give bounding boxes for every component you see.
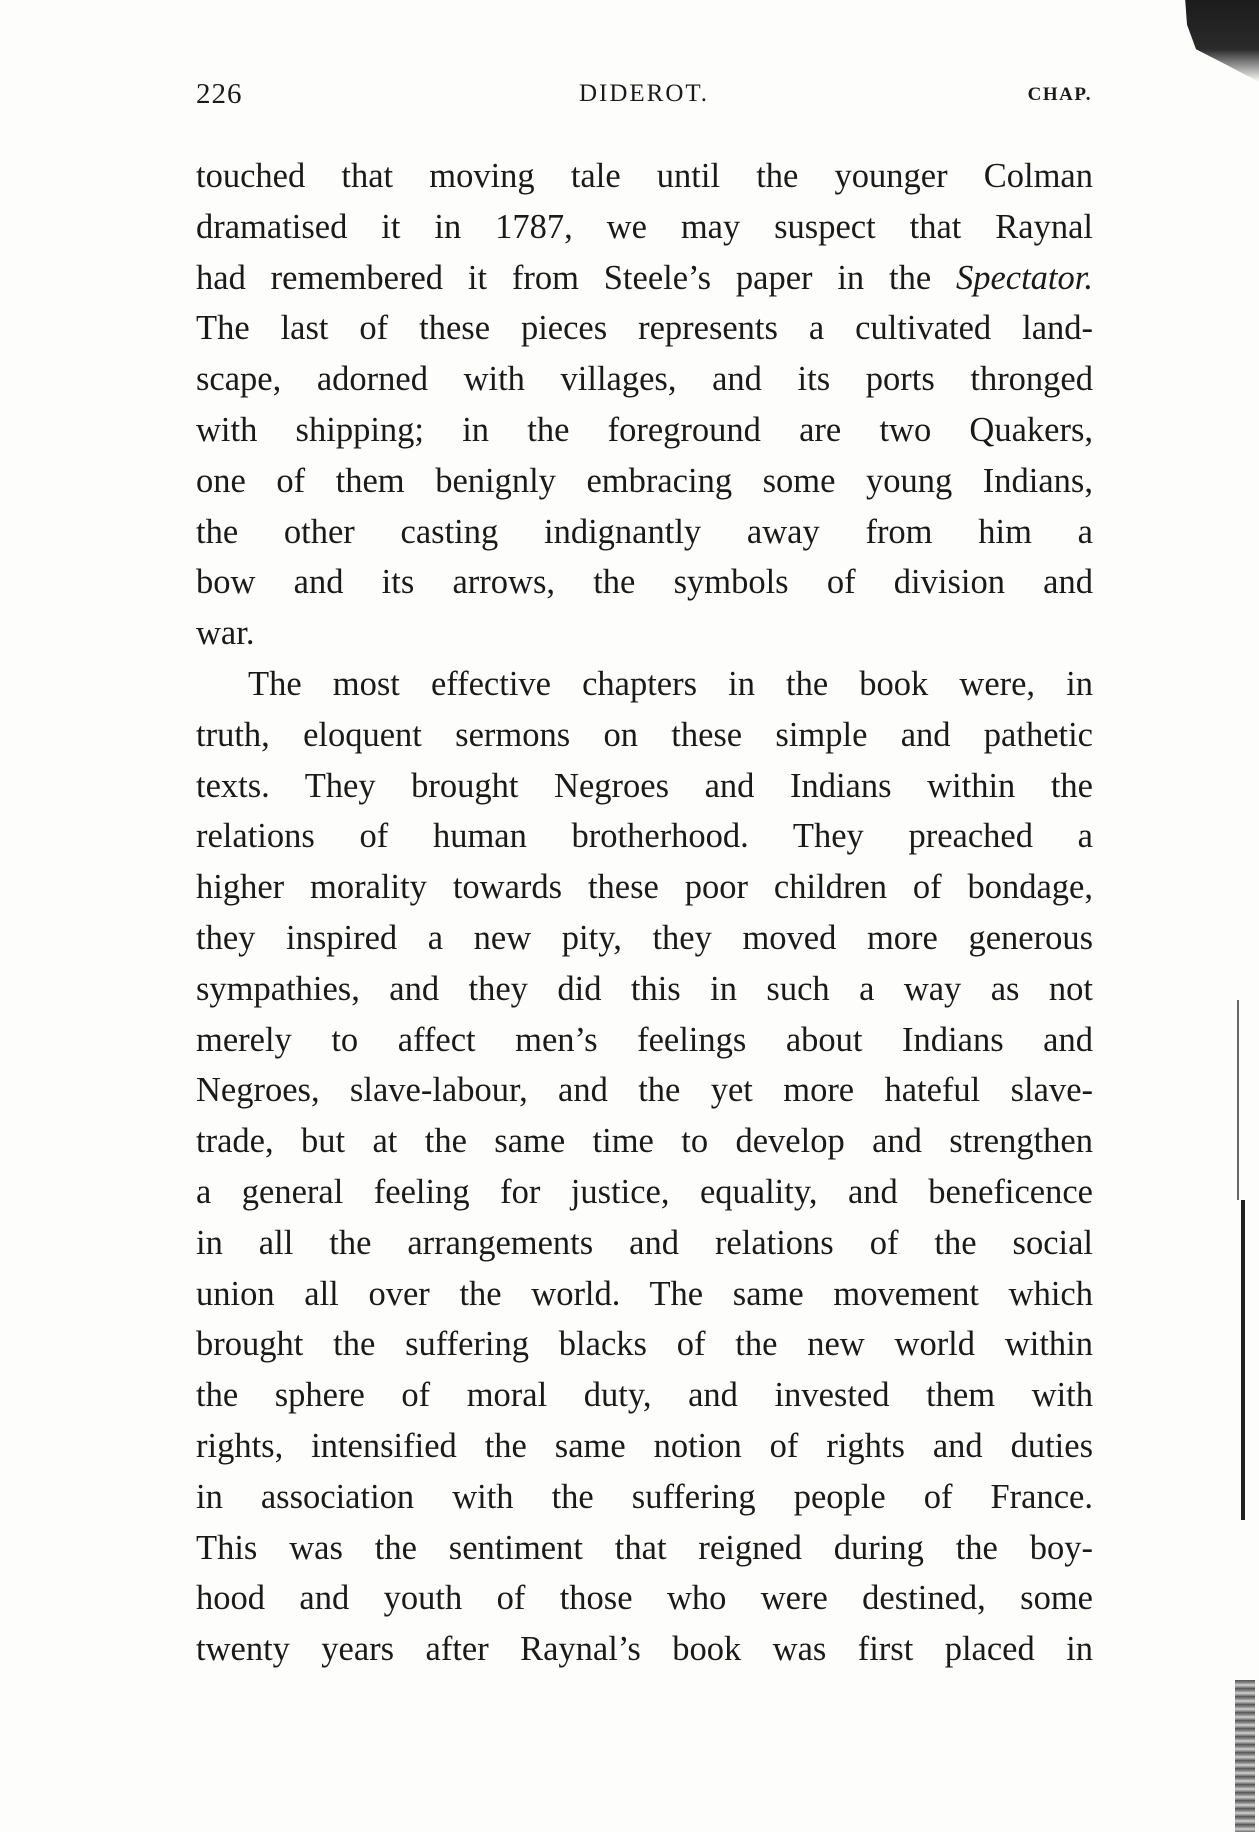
text-line: in association with the suffering people of France.	[196, 1477, 1093, 1516]
chapter-label: CHAP.	[1027, 84, 1092, 105]
text-line: twenty years after Raynal’s book was first placed in	[196, 1630, 1093, 1669]
text-line: with shipping; in the foreground are two Quakers,	[196, 410, 1093, 449]
text-line: a general feeling for justice, equality, and beneficence	[196, 1172, 1093, 1211]
scan-edge-line	[1237, 1000, 1239, 1200]
scan-edge-bottom	[1235, 1680, 1255, 1832]
text-line: This was the sentiment that reigned during the boy-	[196, 1528, 1093, 1567]
text-line: rights, intensified the same notion of rights and duties	[196, 1426, 1093, 1465]
page-header	[196, 78, 1092, 118]
body-text	[196, 151, 1093, 1675]
text-line: bow and its arrows, the symbols of division and	[196, 563, 1093, 602]
text-line: they inspired a new pity, they moved more generous	[196, 918, 1093, 957]
text-line: the sphere of moral duty, and invested them with	[196, 1376, 1093, 1415]
scan-edge-line	[1241, 1200, 1245, 1520]
text-line: truth, eloquent sermons on these simple and pathetic	[196, 715, 1093, 754]
text-line: merely to affect men’s feelings about Indians and	[196, 1020, 1093, 1059]
italic-title: Spectator.	[955, 258, 1093, 297]
text-line: brought the suffering blacks of the new world within	[196, 1325, 1093, 1364]
text-line: higher morality towards these poor children of bondage,	[196, 868, 1093, 907]
paragraph-first-line: The most effective chapters in the book were, in	[248, 664, 1093, 703]
text-line: one of them benignly embracing some young Indians,	[196, 461, 1093, 500]
text-line: sympathies, and they did this in such a way as not	[196, 969, 1093, 1008]
text-line: hood and youth of those who were destined, some	[196, 1579, 1093, 1618]
text-line: scape, adorned with villages, and its ports thronged	[196, 360, 1093, 399]
text-line: dramatised it in 1787, we may suspect that Raynal	[196, 207, 1093, 246]
text-line-start: had remembered it from Steele’s paper in the	[196, 258, 932, 297]
text-line: war.	[196, 614, 255, 653]
text-line	[196, 253, 1093, 304]
scan-shadow-top	[1169, 0, 1259, 82]
running-head: DIDEROT.	[578, 80, 710, 107]
text-line: relations of human brotherhood. They preached a	[196, 817, 1093, 856]
text-line: touched that moving tale until the younger Colman	[196, 157, 1093, 195]
text-line: trade, but at the same time to develop and strengthen	[196, 1122, 1093, 1161]
text-line: texts. They brought Negroes and Indians within the	[196, 766, 1093, 805]
text-line: in all the arrangements and relations of the social	[196, 1223, 1093, 1262]
text-line: Negroes, slave-labour, and the yet more hateful slave-	[196, 1071, 1093, 1110]
text-line: the other casting indignantly away from him a	[196, 512, 1093, 551]
page-number: 226	[196, 78, 243, 110]
text-line: The last of these pieces represents a cultivated land-	[196, 309, 1093, 348]
text-line: union all over the world. The same movement which	[196, 1274, 1093, 1313]
